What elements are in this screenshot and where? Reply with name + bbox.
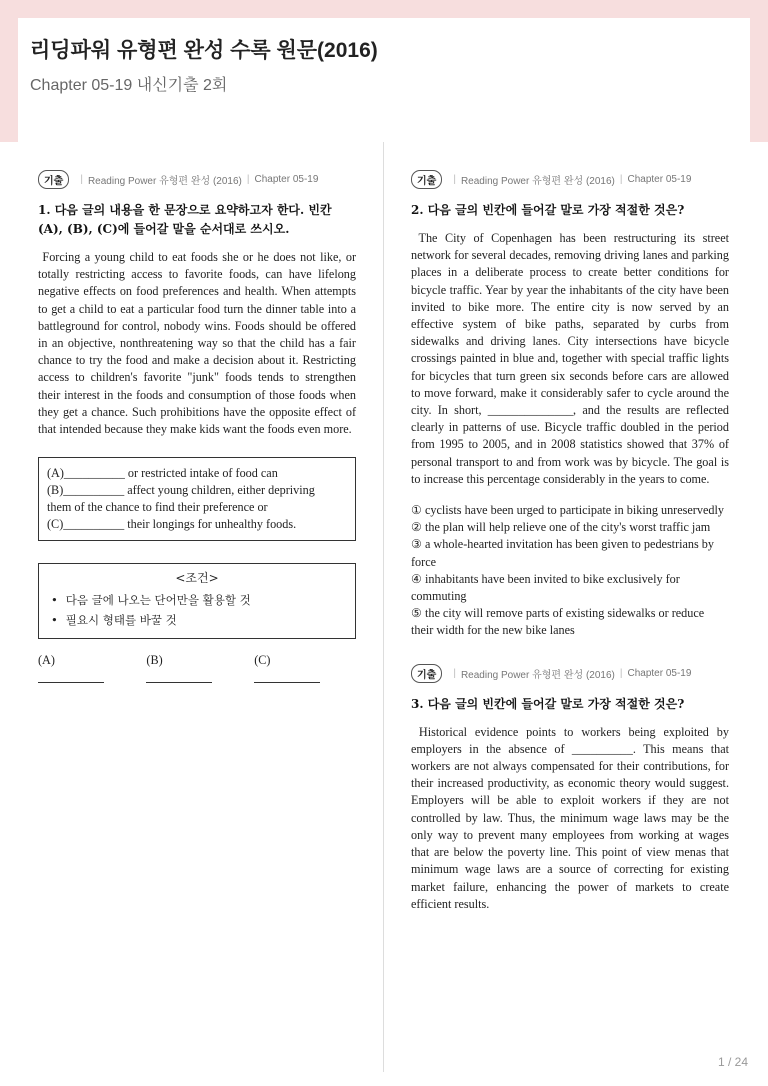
conditions-title: <조건>	[175, 571, 219, 586]
document-subtitle: Chapter 05-19 내신기출 2회	[30, 77, 228, 94]
answer-blanks	[38, 653, 356, 683]
question-title: 1. 다음 글의 내용을 한 문장으로 요약하고자 한다. 빈칸 (A), (B), (C)에 들어갈 말을 순서대로 쓰시오.	[38, 203, 332, 236]
passage: The City of Copenhagen has been restructuring its street network for several decades, removing driving lanes and parking places in a deliberate process to create better conditions for bicycle traffic. Year by year the inhabitants of the city have been invited to bike more. The entire city is now served by an effective system of bike paths, separated by curbs from sidewalks and driving lanes. City intersections have bicycle crossings painted in blue and, together with special traffic lights for bicycles that turn green six seconds before cars are allowed to move forward, make it considerably safer to cycle around the city. In short, ______________, and the results are reflected clearly in patterns of use. Bicycle traffic doubled in the period from 1995 to 2005, and in 2008 statistics showed that 37% of personal transport to and from work was by bicycle. The goal is to increase this percentage considerably in the years to come.	[411, 231, 729, 486]
answer-c	[254, 653, 348, 683]
source-label: Reading Power 유형편 완성 (2016)	[460, 176, 615, 187]
right-column	[411, 170, 729, 913]
condition-item: • 다음 글에 나오는 단어만을 활용할 것	[47, 590, 347, 610]
passage: Forcing a young child to eat foods she or he does not like, or totally restricting access to favorite foods, can have lifelong negative effects on food preferences and health. When attempts to get a child to eat a particular food turn the dinner table into a battleground for control, nobody wins. Foods should be offered in an objective, nonthreatening way so that the child has a fair chance to try the food and make a decision about it. Restricting access to children's favorite "junk" foods tends to strengthen their interest in the foods and consumption of those foods when they get a chance. Such prohibitions have the opposite effect of that intended because they make kids want the foods even more.	[38, 250, 356, 437]
passage: Historical evidence points to workers being exploited by employers in the absence of __________. This means that workers are not always compensated for their contributions, for their increased productivity, as economic theory would suggest. Employers will be able to exploit workers if they are not controlled by law. Thus, the minimum wage laws may be the only way to prevent many employees from working at wages that are below the poverty line. This point of view menas that minimum wage laws are a source of correcting for existing market failure, enhancing the power of markets to create efficient results.	[411, 724, 729, 911]
summary-box	[38, 457, 356, 541]
answer-b	[146, 653, 240, 683]
answer-a	[38, 653, 132, 683]
summary-line: (A)__________ or restricted intake of food can	[47, 466, 278, 481]
question-2	[411, 170, 729, 640]
question-title: 2. 다음 글의 빈칸에 들어갈 말로 가장 적절한 것은?	[411, 203, 685, 217]
chapter-label: Chapter 05-19	[254, 174, 319, 185]
exam-tag: 기출	[411, 170, 442, 189]
question-title: 3. 다음 글의 빈칸에 들어갈 말로 가장 적절한 것은?	[411, 696, 685, 711]
summary-line: (C)__________ their longings for unhealthy foods.	[47, 517, 297, 532]
chapter-label: Chapter 05-19	[627, 174, 692, 185]
answer-label: (B)	[146, 653, 163, 668]
conditions-box	[38, 563, 356, 639]
answer-line	[146, 670, 212, 683]
option-4[interactable]: ④ inhabitants have been invited to bike exclusively for commuting	[411, 571, 680, 604]
page-number: 1 / 24	[717, 1055, 748, 1069]
question-meta: 기출 | Reading Power 유형편 완성 (2016) | Chapter 05-19	[38, 170, 356, 189]
answer-line	[254, 670, 320, 683]
answer-options	[411, 502, 729, 640]
summary-line: (B)__________ affect young children, either depriving	[47, 483, 315, 498]
summary-line: them of the chance to find their preference or	[47, 500, 268, 515]
option-5[interactable]: ⑤ the city will remove parts of existing sidewalks or reduce their width for the new bike lanes	[411, 606, 705, 638]
question-3	[411, 664, 729, 913]
answer-line	[38, 670, 104, 683]
source-label: Reading Power 유형편 완성 (2016)	[460, 669, 615, 681]
source-label: Reading Power 유형편 완성 (2016)	[87, 176, 242, 187]
question-1	[38, 170, 356, 683]
answer-label: (C)	[254, 653, 271, 668]
answer-label: (A)	[38, 653, 55, 668]
exam-tag: 기출	[38, 170, 69, 189]
column-divider	[383, 142, 384, 1072]
exam-tag: 기출	[411, 664, 442, 683]
condition-item: • 필요시 형태를 바꿀 것	[47, 610, 347, 630]
document-title: 리딩파워 유형편 완성 수록 원문(2016)	[30, 39, 378, 62]
option-1[interactable]: ① cyclists have been urged to participate in biking unreservedly	[411, 503, 724, 518]
question-meta: 기출 | Reading Power 유형편 완성 (2016) | Chapter 05-19	[411, 664, 729, 683]
question-meta: 기출 | Reading Power 유형편 완성 (2016) | Chapter 05-19	[411, 170, 729, 189]
option-2[interactable]: ② the plan will help relieve one of the city's worst traffic jam	[411, 520, 711, 535]
option-3[interactable]: ③ a whole-hearted invitation has been given to pedestrians by force	[411, 537, 714, 569]
chapter-label: Chapter 05-19	[627, 667, 692, 679]
